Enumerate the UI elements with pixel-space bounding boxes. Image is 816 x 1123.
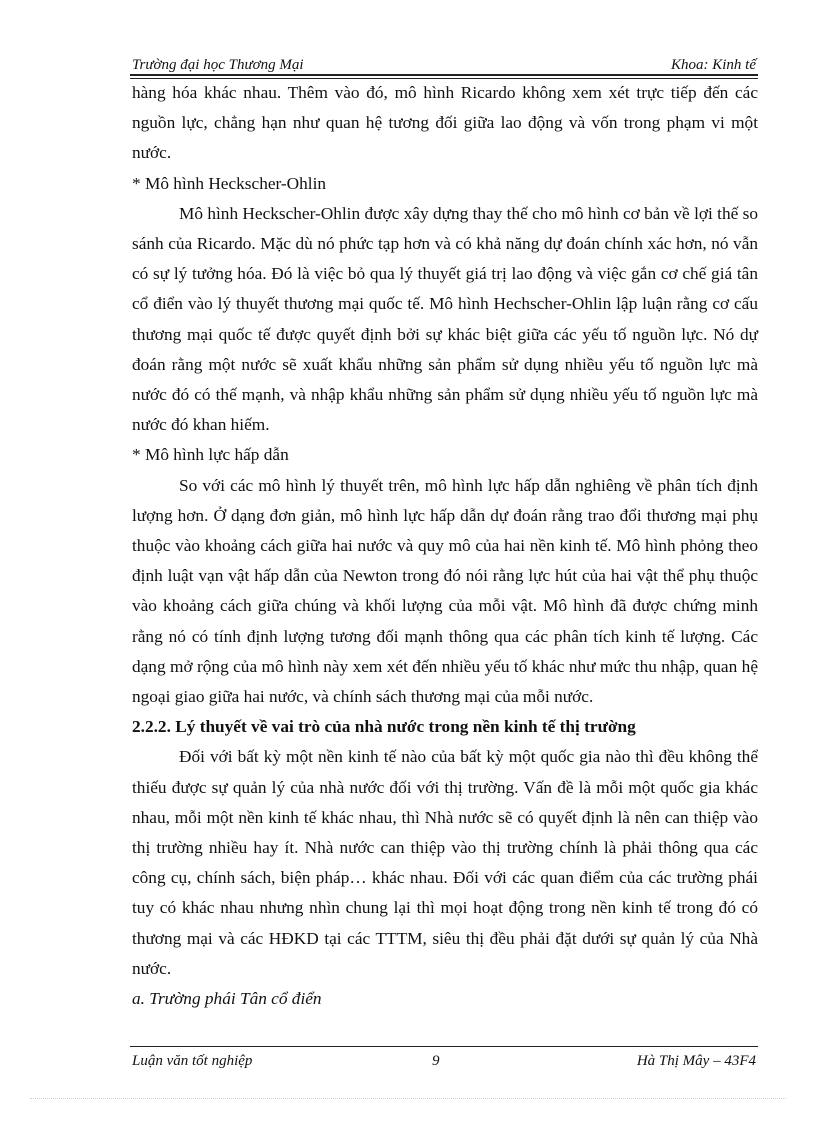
document-body — [132, 78, 758, 1014]
page-header — [132, 52, 756, 74]
paragraph-ricardo-continuation: hàng hóa khác nhau. Thêm vào đó, mô hình Ricardo không xem xét trực tiếp đến các nguồn lực, chẳng hạn như quan hệ tương đối giữa lao động và vốn trong phạm vi một nước. — [132, 83, 758, 163]
page-number: 9 — [432, 1053, 440, 1069]
footer-thesis-label: Luận văn tốt nghiệp — [132, 1053, 253, 1069]
footer-author: Hà Thị Mây – 43F4 — [636, 1053, 756, 1069]
page-edge-dotted-line — [30, 1098, 786, 1099]
header-faculty: Khoa: Kinh tế — [671, 57, 756, 73]
paragraph-state-role: Đối với bất kỳ một nền kinh tế nào của bất kỳ một quốc gia nào thì đều không thể thiếu được sự quản lý của nhà nước đối với thị trường. Vấn đề là mỗi một quốc gia khác nhau, mỗi một nền kinh tế khác nhau, thì Nhà nước sẽ có quyết định là nên can thiệp vào thị trường nhiều hay ít. Nhà nước can thiệp vào thị trường chính là phải thông qua các công cụ, chính sách, biện pháp… khác nhau. Đối với các quan điểm của các trường phái tuy có khác nhau nhưng nhìn chung lại thì mọi hoạt động trong nền kinh tế trong đó có thương mại và các HĐKD tại các TTTM, siêu thị đều phải đặt dưới sự quản lý của Nhà nước. — [132, 747, 758, 978]
footer-divider — [130, 1046, 758, 1047]
section-heading-heckscher-ohlin: * Mô hình Heckscher-Ohlin — [132, 173, 327, 193]
header-school: Trường đại học Thương Mại — [132, 57, 304, 73]
section-heading-gravity-model: * Mô hình lực hấp dẫn — [132, 445, 289, 465]
page-footer — [132, 1053, 756, 1070]
section-heading-state-role: 2.2.2. Lý thuyết về vai trò của nhà nước trong nền kinh tế thị trường — [132, 717, 636, 737]
paragraph-heckscher-ohlin: Mô hình Heckscher-Ohlin được xây dựng thay thế cho mô hình cơ bản về lợi thế so sánh của Ricardo. Mặc dù nó phức tạp hơn và có khả năng dự đoán chính xác hơn, nó vẫn có sự lý tưởng hóa. Đó là việc bỏ qua lý thuyết giá trị lao động và việc gắn cơ chế giá tân cổ điển vào lý thuyết thương mại quốc tế. Mô hình Hechscher-Ohlin lập luận rằng cơ cấu thương mại quốc tế được quyết định bởi sự khác biệt giữa các yếu tố nguồn lực. Nó dự đoán rằng một nước sẽ xuất khẩu những sản phẩm sử dụng nhiều yếu tố nguồn lực mà nước đó có thế mạnh, và nhập khẩu những sản phẩm sử dụng nhiều yếu tố nguồn lực mà nước đó khan hiếm. — [132, 203, 758, 435]
paragraph-gravity-model: So với các mô hình lý thuyết trên, mô hình lực hấp dẫn nghiêng về phân tích định lượng hơn. Ở dạng đơn giản, mô hình lực hấp dẫn dự đoán rằng trao đổi thương mại phụ thuộc vào khoảng cách giữa hai nước và quy mô của hai nền kinh tế. Mô hình phỏng theo định luật vạn vật hấp dẫn của Newton trong đó nói rằng lực hút của hai vật thể phụ thuộc vào khoảng cách giữa chúng và khối lượng của mỗi vật. Mô hình đã được chứng minh rằng nó có tính định lượng tương đối mạnh thông qua các phân tích kinh tế lượng. Các dạng mở rộng của mô hình này xem xét đến nhiều yếu tố khác như mức thu nhập, quan hệ ngoại giao giữa hai nước, và chính sách thương mại của mỗi nước. — [132, 475, 758, 707]
subsection-heading-neoclassical: a. Trường phái Tân cổ điển — [132, 989, 322, 1009]
